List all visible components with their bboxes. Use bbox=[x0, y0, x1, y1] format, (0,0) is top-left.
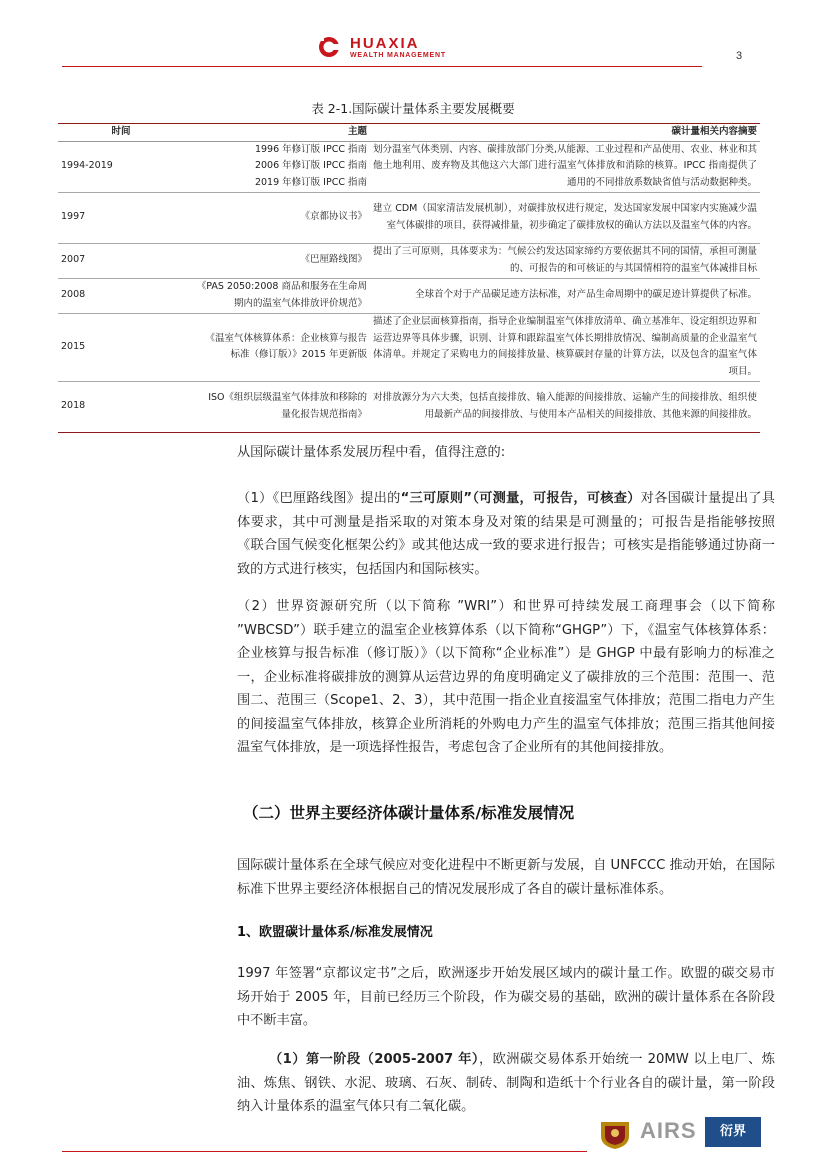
row-summary: 全球首个对于产品碳足迹方法标准，对产品生命周期中的碳足迹计算提供了标准。 bbox=[370, 278, 760, 313]
row-summary: 描述了企业层面核算指南，指导企业编制温室气体排放清单、确立基准年、设定组织边界和运营边界等具体步骤，识别、计算和跟踪温室气体长期排放情况、编制高质量的企业温室气体清单。并规定了采购电力的间接排放量、核算碳封存量的计算方法，以及包含的温室气体项目。 bbox=[370, 313, 760, 381]
development-table bbox=[58, 123, 760, 433]
topic-line: 《PAS 2050:2008 商品和服务在生命周 bbox=[196, 281, 367, 292]
point-1-paragraph bbox=[237, 487, 775, 581]
column-header-topic: 主题 bbox=[184, 124, 370, 142]
phase-1-emphasis: （1）第一阶段（2005-2007 年） bbox=[269, 1052, 479, 1067]
row-time: 2015 bbox=[58, 313, 184, 381]
point-2-paragraph: （2）世界资源研究所（以下简称 ”WRI”）和世界可持续发展工商理事会（以下简称 ”WBCSD”）联手建立的温室企业核算体系（以下简称“GHGP”）下，《温室气体核算体系：企业核算与报告标准（修订版）》（以下简称“企业标准”）是 GHGP 中最有影响力的标准之一，企业标准将碳排放的测算从运营边界的角度明确定义了碳排放的三个范围：范围一、范围二、范围三（Scope1、2、3），其中范围一指企业直接温室气体排放；范围二指电力产生的间接温室气体排放，核算企业所消耗的外购电力产生的温室气体排放；范围三指其他间接温室气体排放，是一项选择性报告，考虑包含了企业所有的其他间接排放。 bbox=[237, 599, 775, 755]
topic-line: 2019 年修订版 IPCC 指南 bbox=[254, 176, 367, 188]
row-time: 1994-2019 bbox=[58, 141, 184, 192]
row-topic bbox=[184, 141, 370, 192]
topic-line: 标准（修订版）》2015 年更新版 bbox=[230, 349, 367, 361]
topic-line: 《京都协议书》 bbox=[300, 211, 367, 223]
section-intro-paragraph: 国际碳计量体系在全球气候应对变化进程中不断更新与发展，自 UNFCCC 推动开始，在国际标准下世界主要经济体根据自己的情况发展形成了各自的碳计量标准体系。 bbox=[237, 858, 775, 897]
intro-paragraph: 从国际碳计量体系发展历程中看，值得注意的: bbox=[237, 445, 506, 460]
topic-line: 《温室气体核算体系：企业核算与报告 bbox=[205, 332, 367, 344]
column-header-time: 时间 bbox=[58, 124, 184, 142]
row-topic bbox=[184, 243, 370, 278]
topic-line: 2006 年修订版 IPCC 指南 bbox=[254, 160, 367, 172]
row-topic bbox=[184, 381, 370, 432]
brand-subtitle: WEALTH MANAGEMENT bbox=[350, 52, 446, 59]
eu-paragraph: 1997 年签署“京都议定书”之后，欧洲逐步开始发展区域内的碳计量工作。欧盟的碳交易市场开始于 2005 年，目前已经历三个阶段，作为碳交易的基础，欧洲的碳计量体系在各阶段中不断丰富。 bbox=[237, 966, 775, 1028]
topic-line: 《巴厘路线图》 bbox=[300, 254, 367, 266]
point-1-text: 对各国碳计量提出了具体要求，其中可测量是指采取的对策本身及对策的结果是可测量的；可报告是指能够按照《联合国气候变化框架公约》或其他达成一致的要求进行报告；可核实是指能够通过协商一致的方式进行核实，包括国内和国际核实。 bbox=[237, 491, 775, 577]
row-topic bbox=[184, 313, 370, 381]
table-row bbox=[58, 381, 760, 432]
three-principles-emphasis: “三可原则”（可测量，可报告，可核查） bbox=[400, 491, 641, 506]
topic-line: 1996 年修订版 IPCC 指南 bbox=[254, 143, 367, 155]
university-crest-icon bbox=[597, 1118, 633, 1150]
header-divider bbox=[62, 66, 702, 67]
topic-line: 量化报告规范指南》 bbox=[281, 408, 367, 420]
topic-line: ISO《组织层级温室气体排放和移除的 bbox=[208, 392, 367, 403]
phase-1-paragraph bbox=[237, 1048, 775, 1119]
page-number: 3 bbox=[736, 50, 743, 62]
table-row bbox=[58, 243, 760, 278]
row-time: 2007 bbox=[58, 243, 184, 278]
table-row bbox=[58, 141, 760, 192]
footer-divider bbox=[62, 1151, 587, 1152]
row-time: 2008 bbox=[58, 278, 184, 313]
point-1-prefix: （1）《巴厘路线图》提出的 bbox=[237, 491, 401, 506]
huaxia-logo-icon bbox=[318, 36, 340, 58]
table-header-row bbox=[58, 124, 760, 142]
row-time: 1997 bbox=[58, 192, 184, 243]
row-summary: 对排放源分为六大类，包括直接排放、输入能源的间接排放、运输产生的间接排放、组织使用最新产品的间接排放、与使用本产品相关的间接排放、其他来源的间接排放。 bbox=[370, 381, 760, 432]
brand-name: HUAXIA bbox=[350, 35, 420, 52]
row-topic bbox=[184, 192, 370, 243]
subsection-title: 1、欧盟碳计量体系/标准发展情况 bbox=[237, 925, 433, 940]
column-header-summary: 碳计量相关内容摘要 bbox=[370, 124, 760, 142]
phase-1-text: ，欧洲碳交易体系开始统一 20MW 以上电厂、炼油、炼焦、钢铁、水泥、玻璃、石灰、制砖、制陶和造纸十个行业各自的碳计量，第一阶段纳入计量体系的温室气体只有二氧化碳。 bbox=[237, 1052, 775, 1114]
topic-line: 期内的温室气体排放评价规范》 bbox=[233, 297, 367, 309]
row-topic bbox=[184, 278, 370, 313]
table-row bbox=[58, 192, 760, 243]
table-row bbox=[58, 278, 760, 313]
airs-logo: AIRS bbox=[640, 1118, 697, 1143]
row-time: 2018 bbox=[58, 381, 184, 432]
row-summary: 提出了三可原则，具体要求为：气候公约发达国家缔约方要依据其不同的国情，承担可测量的、可报告的和可核证的与其国情相符的温室气体减排目标 bbox=[370, 243, 760, 278]
section-title: （二）世界主要经济体碳计量体系/标准发展情况 bbox=[243, 804, 575, 822]
row-summary: 建立 CDM（国家清洁发展机制），对碳排放权进行规定，发达国家发展中国家内实施减少温室气体碳排的项目，获得减排量，初步确定了碳排放权的确认方法以及温室气体的内容。 bbox=[370, 192, 760, 243]
table-title: 表 2-1.国际碳计量体系主要发展概要 bbox=[311, 101, 515, 116]
yanjie-logo: 衍界 bbox=[705, 1117, 761, 1147]
table-row bbox=[58, 313, 760, 381]
row-summary: 划分温室气体类别、内容、碳排放部门分类,从能源、工业过程和产品使用、农业、林业和其他土地利用、废弃物及其他这六大部门进行温室气体排放和消除的核算。IPCC 指南提供了通用的不同排放系数缺省值与活动数据种类。 bbox=[370, 141, 760, 192]
